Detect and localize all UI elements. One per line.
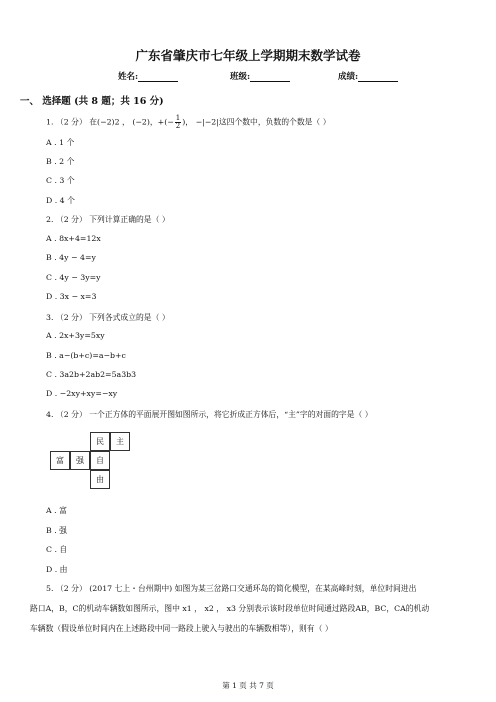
- question-2: 2. （2 分） 下列计算正确的是（ ）: [46, 215, 170, 224]
- question-5-line-3: 车辆数（假设单位时间内在上述路段中同一路段上驶入与驶出的车辆数相等），则有（ ）: [30, 624, 333, 633]
- net-cell-fu: 富: [50, 451, 70, 470]
- q2-option-d: D . 3x − x=3: [46, 292, 97, 301]
- question-5-line-1: 5. （2 分） (2017 七上・台州期中) 如图为某三岔路口交通环岛的简化模型，在某高峰时刻，单位时间进出: [46, 584, 417, 593]
- q3-option-a: A . 2x+3y=5xy: [46, 331, 105, 340]
- class-field: [230, 70, 290, 82]
- q4-option-b: B . 强: [46, 526, 67, 535]
- name-blank: [138, 72, 178, 82]
- question-1: [46, 115, 331, 130]
- q2-option-b: B . 4y − 4=y: [46, 253, 96, 262]
- net-cell-zi: 自: [90, 451, 110, 470]
- q2-option-a: A . 8x+4=12x: [46, 234, 101, 243]
- score-blank: [358, 72, 398, 82]
- score-field: [338, 70, 398, 82]
- class-blank: [250, 72, 290, 82]
- net-cell-qiang: 强: [70, 451, 90, 470]
- score-label: 成绩:: [338, 72, 359, 82]
- name-field: [118, 70, 178, 82]
- q4-option-d: D . 由: [46, 565, 68, 574]
- question-4: 4. （2 分） 一个正方体的平面展开图如图所示，将它折成正方体后，“主”字的对面的字是（ ）: [46, 410, 373, 419]
- q1-option-b: B . 2 个: [46, 157, 75, 166]
- q1-frac-den: 2: [175, 122, 181, 130]
- class-label: 班级:: [230, 72, 251, 82]
- page-title: 广东省肇庆市七年级上学期期末数学试卷: [135, 48, 361, 63]
- q3-option-c: C . 3a2b+2ab2=5a3b3: [46, 370, 137, 379]
- question-3: 3. （2 分） 下列各式成立的是（ ）: [46, 313, 170, 322]
- name-label: 姓名:: [118, 72, 139, 82]
- q1-option-a: A . 1 个: [46, 138, 75, 147]
- q3-option-d: D . −2xy+xy=−xy: [46, 389, 118, 398]
- q1-fraction: [175, 115, 181, 130]
- question-5-line-2: 路口A，B，C的机动车辆数如图所示，图中 x1 ， x2 ， x3 分别表示该时段单位时间通过路段AB，BC，CA的机动: [30, 604, 430, 613]
- q1-frac-num: 1: [175, 114, 181, 122]
- cube-net-figure: [50, 432, 166, 516]
- q3-option-b: B . a−(b+c)=a−b+c: [46, 351, 126, 360]
- q4-option-a: A . 富: [46, 506, 67, 515]
- q1-option-c: C . 3 个: [46, 176, 75, 185]
- q4-option-c: C . 自: [46, 545, 68, 554]
- page-footer: 第 1 页 共 7 页: [222, 681, 274, 690]
- net-cell-you: 由: [90, 470, 110, 489]
- net-cell-min: 民: [90, 432, 110, 451]
- net-cell-zhu: 主: [110, 432, 130, 451]
- q1-option-d: D . 4 个: [46, 196, 75, 205]
- q2-option-c: C . 4y − 3y=y: [46, 273, 101, 282]
- q1-prefix: 1. （2 分） 在(−2)2 ， (−2)，+(−: [46, 117, 174, 127]
- q1-suffix: )， −|−2|这四个数中，负数的个数是（ ）: [182, 117, 331, 127]
- section-heading: 一、 选择题 (共 8 题；共 16 分): [20, 96, 164, 107]
